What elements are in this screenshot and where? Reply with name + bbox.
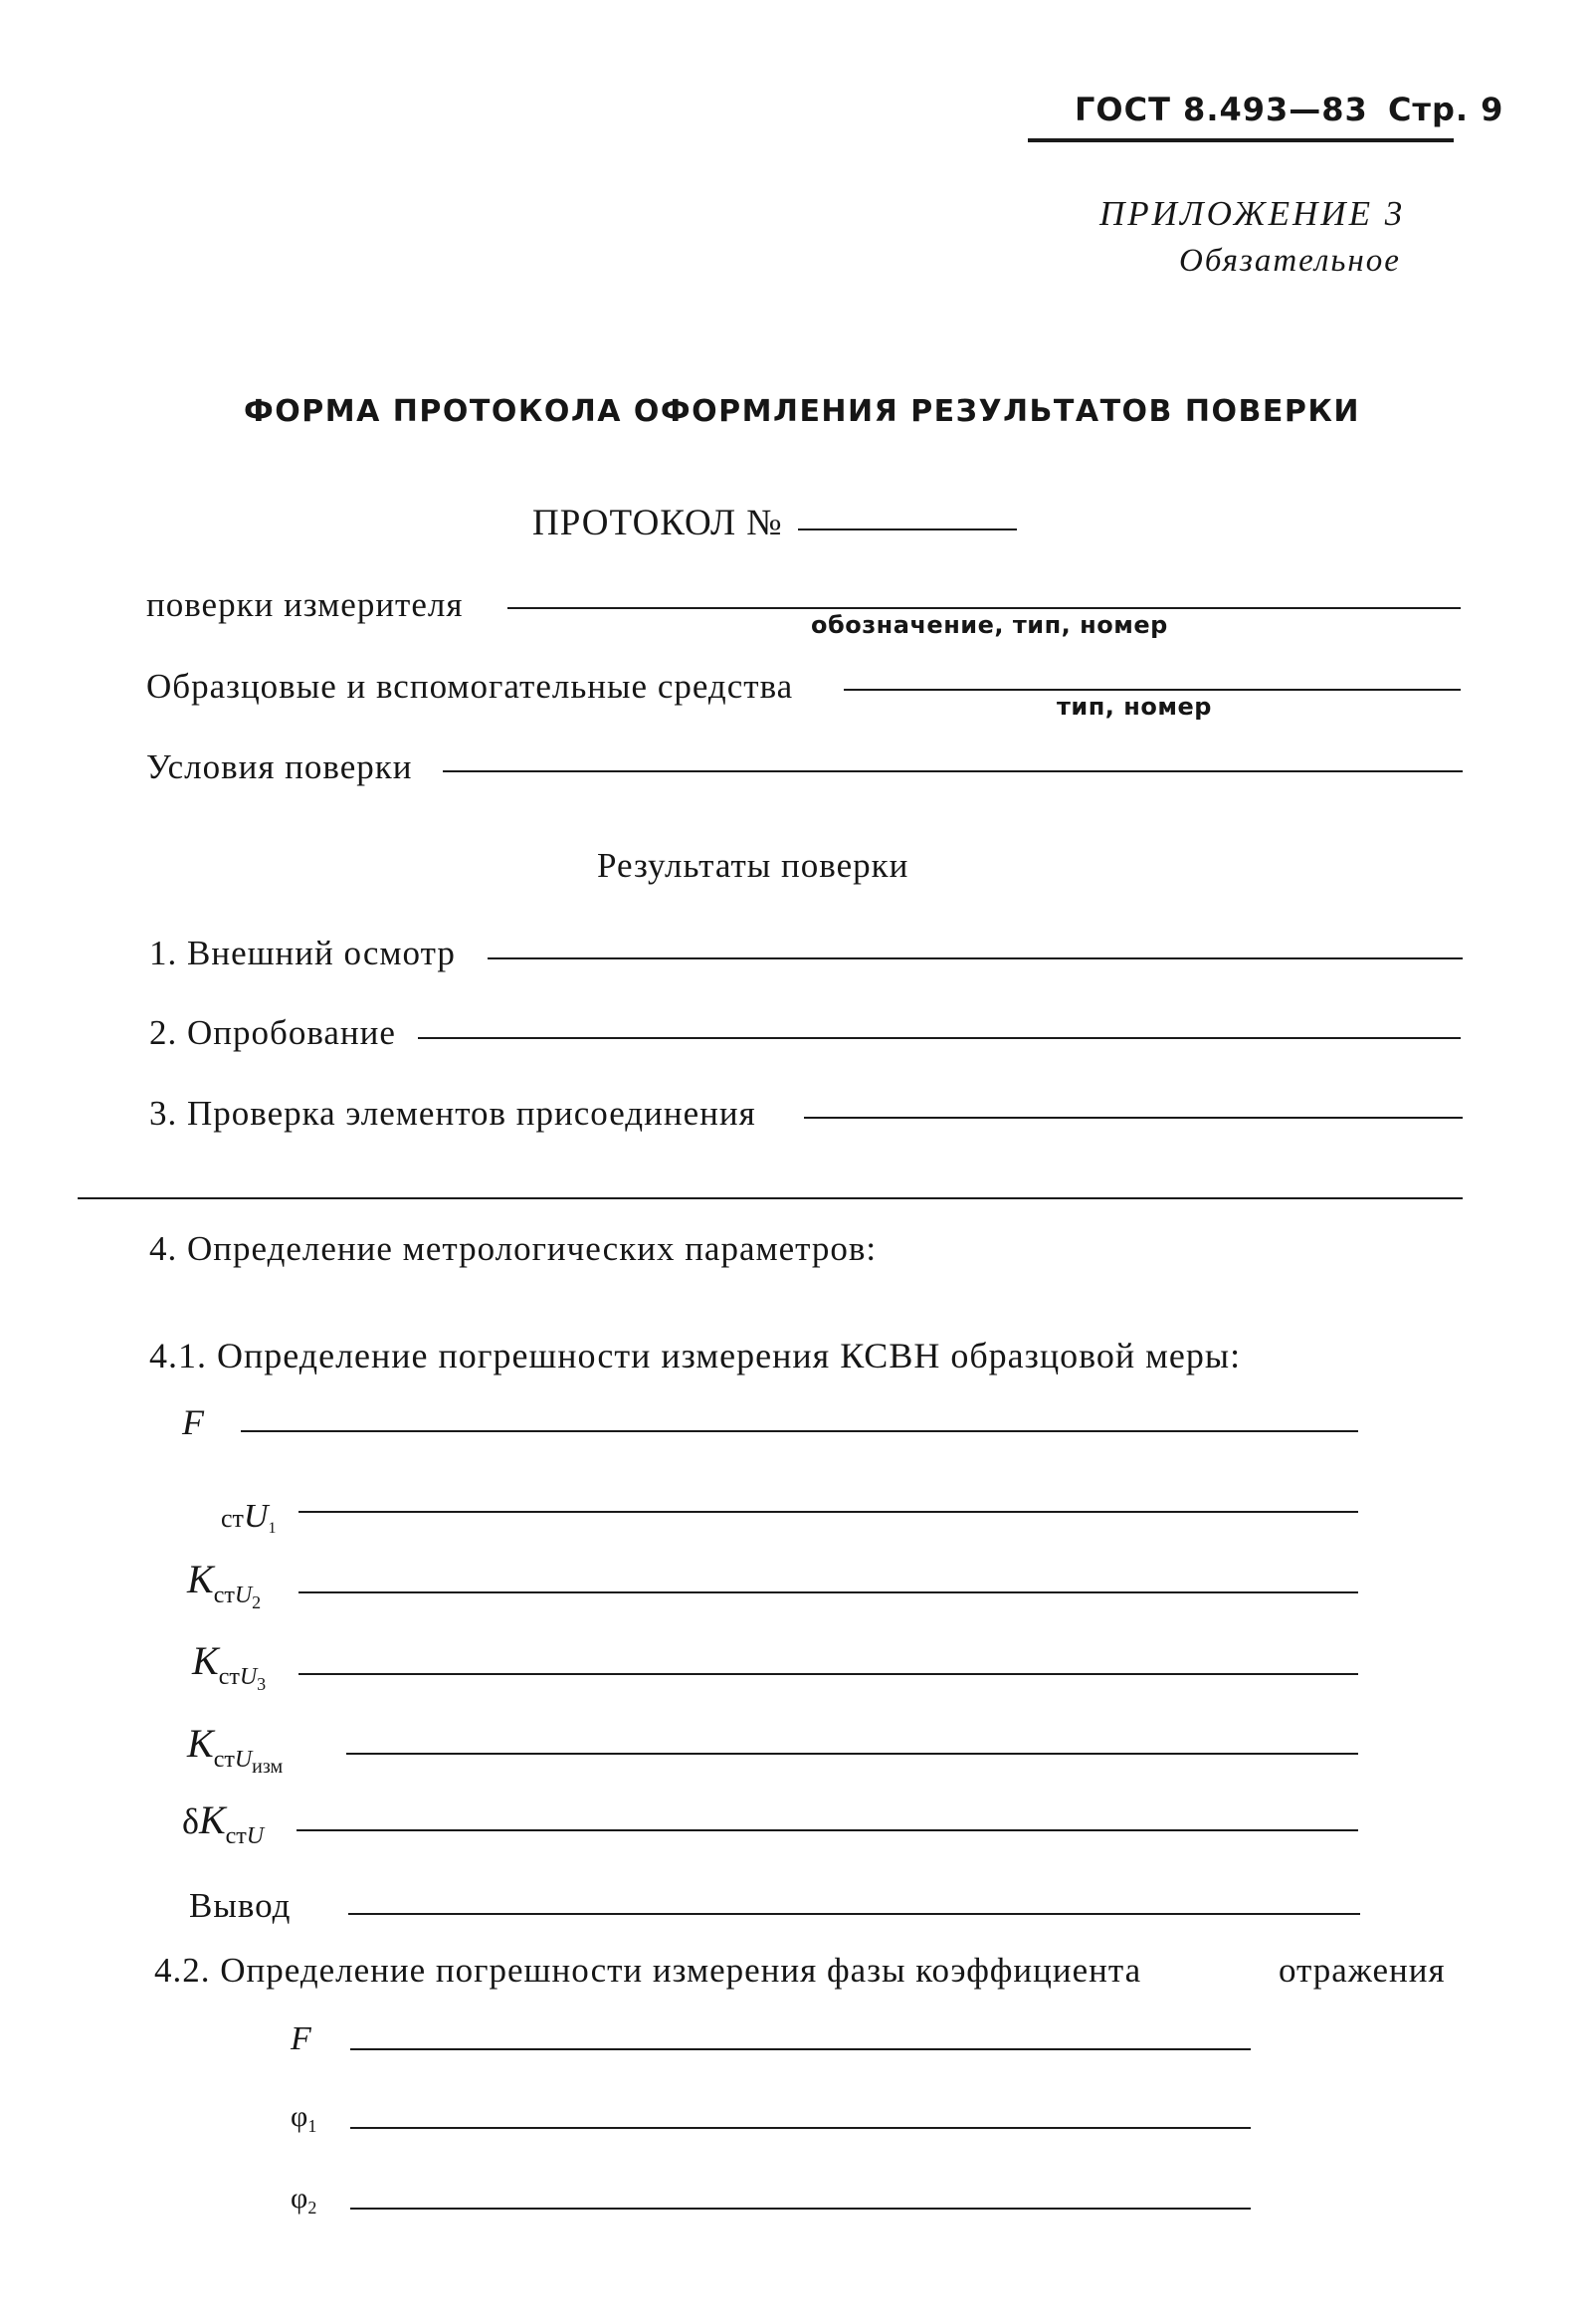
protocol-label: ПРОТОКОЛ №: [532, 503, 783, 543]
F-42-line: [350, 2048, 1251, 2050]
item-connection-check: 3. Проверка элементов присоединения: [149, 1094, 756, 1133]
page-header: [1075, 92, 1503, 127]
delta-K-st-U-line: [297, 1829, 1358, 1831]
page-number: Стр. 9: [1387, 91, 1504, 128]
meter-label: поверки измерителя: [146, 585, 464, 624]
item-metrological-parameters: 4. Определение метрологических параметров:: [149, 1229, 878, 1268]
means-line: [844, 689, 1461, 691]
item-41-heading: 4.1. Определение погрешности измерения КСВН образцовой меры:: [149, 1336, 1242, 1375]
item1-line: [488, 957, 1463, 959]
item-42-heading-tail: отражения: [1279, 1951, 1446, 1990]
K-st-U2-line: [298, 1591, 1358, 1593]
results-heading: Результаты поверки: [597, 846, 909, 885]
st-U1-line: [298, 1511, 1358, 1513]
item-visual-inspection: 1. Внешний осмотр: [149, 934, 456, 972]
form-title: ФОРМА ПРОТОКОЛА ОФОРМЛЕНИЯ РЕЗУЛЬТАТОВ ПОВЕРКИ: [244, 394, 1360, 429]
K-st-U-meas-line: [346, 1753, 1358, 1755]
conclusion-line: [348, 1913, 1360, 1915]
symbol-F-41: F: [182, 1402, 204, 1442]
means-caption: тип, номер: [1057, 693, 1212, 721]
appendix-status: Обязательное: [1179, 243, 1401, 279]
symbol-K-st-U3: $K_{стU_3}$: [192, 1638, 267, 1694]
item-42-heading: 4.2. Определение погрешности измерения фазы коэффициента: [154, 1951, 1142, 1990]
conclusion-label: Вывод: [189, 1886, 292, 1925]
F-41-line: [241, 1430, 1358, 1432]
symbol-K-st-U-meas: $K_{стU_{изм}}$: [187, 1721, 284, 1778]
symbol-phi2: $\varphi_2$: [291, 2182, 317, 2218]
item3-line: [804, 1117, 1463, 1119]
conditions-line: [443, 770, 1463, 772]
K-st-U3-line: [298, 1673, 1358, 1675]
item2-line: [418, 1037, 1461, 1039]
appendix-title: ПРИЛОЖЕНИЕ 3: [1099, 194, 1406, 233]
full-width-line: [78, 1197, 1463, 1199]
symbol-F-42: F: [291, 2020, 311, 2057]
means-label: Образцовые и вспомогательные средства: [146, 667, 794, 706]
item-testing: 2. Опробование: [149, 1013, 396, 1052]
meter-line: [507, 607, 1461, 609]
standard-number: ГОСТ 8.493—83: [1075, 91, 1368, 128]
meter-caption: обозначение, тип, номер: [811, 611, 1168, 639]
symbol-st-U1: стU$_1$: [221, 1498, 277, 1537]
phi2-line: [350, 2208, 1251, 2210]
symbol-phi1: $\varphi_1$: [291, 2100, 317, 2136]
symbol-K-st-U2: $K_{стU_2}$: [187, 1557, 262, 1612]
conditions-label: Условия поверки: [146, 747, 413, 786]
header-rule: [1028, 138, 1454, 142]
protocol-number-line: [798, 528, 1017, 530]
symbol-delta-K-st-U: $\delta K_{стU}$: [182, 1797, 265, 1849]
phi1-line: [350, 2127, 1251, 2129]
